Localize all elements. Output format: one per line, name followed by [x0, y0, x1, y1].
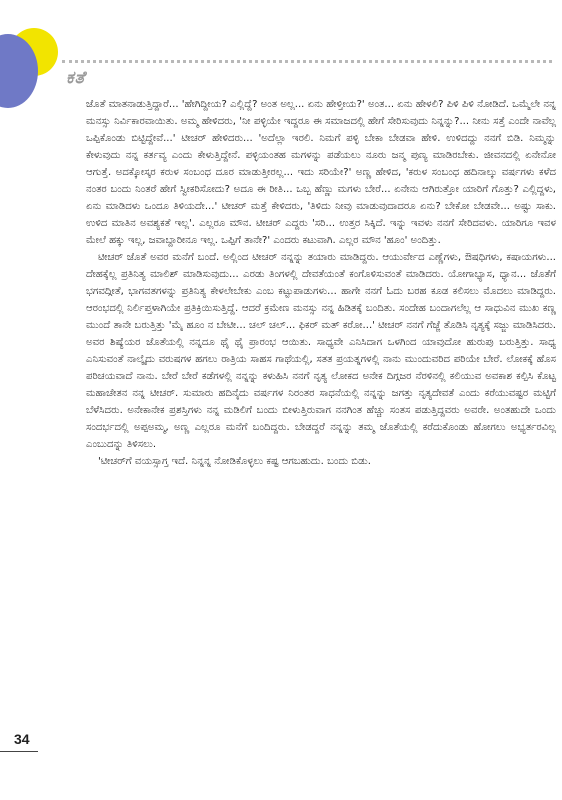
dotted-header-rule — [62, 60, 552, 63]
article-paragraph: 'ಟೀಚರ್‌ಗೆ ವಯಸ್ಸಾಗ್ತ ಇದೆ. ನಿನ್ನನ್ನ ನೋಡಿಕೊಳ್ಳಲು ಕಷ್ಟ ಆಗಬಹುದು. ಬಂದು ಬಿಡು. — [98, 456, 371, 467]
section-label: ಕತೆ — [66, 68, 86, 88]
article-paragraph: ಟೀಚರ್ ಜೊತೆ ಅವರ ಮನೆಗೆ ಬಂದೆ. ಅಲ್ಲಿಂದ ಟೀಚರ್ ನನ್ನನ್ನು ತಯಾರು ಮಾಡಿದ್ದರು. ಆಯುರ್ವೇದ ಎಣ್ಣೆಗಳು, ಔಷಧಿಗಳು, ಕಷಾಯಗಳು... ದೇಹಕ್ಕೆಲ್ಲ ಪ್ರತಿನಿತ್ಯ ಮಾಲಿಶ್ ಮಾಡಿಸುವುದು... ಎರಡು ತಿಂಗಳಲ್ಲಿ ದೇವತೆಯಂತೆ ಕಂಗೊಳಿಸುವಂತೆ ಮಾಡಿದರು. ಯೋಗಾಭ್ಯಾಸ, ಧ್ಯಾನ... ಜೊತೆಗೆ ಭಗವದ್ಗೀತೆ, ಭಾಗವತಗಳನ್ನು ಪ್ರತಿನಿತ್ಯ ಕೇಳಲೇಬೇಕು ಎಂಬ ಕಟ್ಟುಪಾಡುಗಳು... ಹಾಗೇ ನನಗೆ ಓದು ಬರಹ ಕೂಡ ಕಲಿಸಲು ಮೊದಲು ಮಾಡಿದ್ದರು. ಆರಂಭದಲ್ಲಿ ನಿರ್ಲಿಪ್ತಳಾಗಿಯೇ ಪ್ರತಿಕ್ರಿಯಿಸುತ್ತಿದ್ದೆ. ಆದರೆ ಕ್ರಮೇಣ ಮನಸ್ಸು ನನ್ನ ಹಿಡಿತಕ್ಕೆ ಬಂದಿತು. ಸಂದೇಹ ಬಂದಾಗಲೆಲ್ಲ ಆ ಸಾಧುವಿನ ಮುಖ ಕಣ್ಣ ಮುಂದೆ ತಾನೇ ಬರುತ್ತಿತ್ತು 'ಮೈ ಹೂಂ ನ ಬೇಟೀ... ಚಲ್ ಚಲ್... ಫಿಕರ್ ಮತ್ ಕರೋ...' ಟೀಚರ್ ನನಗೆ ಗೆಜ್ಜೆ ತೊಡಿಸಿ ನೃತ್ಯಕ್ಕೆ ಸಜ್ಜು ಮಾಡಿಸಿದರು. ಅವರ ಶಿಷ್ಯೆಯರ ಜೊತೆಯಲ್ಲಿ ನನ್ನದೂ ಥೈ ಥೈ ಪ್ರಾರಂಭ ಆಯಿತು. ಸಾಧ್ಯವೇ ಎನಿಸಿದಾಗ ಒಳಗಿಂದ ಯಾವುದೋ ಹುರುಪು ಬರುತ್ತಿತ್ತು. ಸಾಧ್ಯ ಎನಿಸುವಂತೆ ನಾಲ್ಕೈದು ವರುಷಗಳ ಹಗಲು ರಾತ್ರಿಯ ಸಾಹಸ ಗಾಥೆಯಲ್ಲಿ, ಸತತ ಪ್ರಯತ್ನಗಳಲ್ಲಿ ನಾನು ಮುಂದುವರಿದ ಪರಿಯೇ ಬೇರೆ. ಲೋಕಕ್ಕೆ ಹೊಸ ಪರಿಚಯವಾದೆ ನಾನು. ಬೇರೆ ಬೇರೆ ಕಡೆಗಳಲ್ಲಿ ನನ್ನನ್ನು ಕಳುಹಿಸಿ ನನಗೆ ನೃತ್ಯ ಲೋಕದ ಅನೇಕ ದಿಗ್ಗಜರ ನೆರಳಿನಲ್ಲಿ ಕಲಿಯುವ ಅವಕಾಶ ಕಲ್ಪಿಸಿ ಕೊಟ್ಟ ಮಹಾಚೇತನ ನನ್ನ ಟೀಚರ್. ಸುಮಾರು ಹದಿನೈದು ವರ್ಷಗಳ ನಿರಂತರ ಸಾಧನೆಯಲ್ಲಿ ನನ್ನನ್ನು ಜಗತ್ತು ನೃತ್ಯದೇವತೆ ಎಂದು ಕರೆಯುವಷ್ಟರ ಮಟ್ಟಿಗೆ ಬೆಳೆಸಿದರು. ಅನೇಕಾನೇಕ ಪ್ರಶಸ್ತಿಗಳು ನನ್ನ ಮಡಿಲಿಗೆ ಬಂದು ಬೀಳುತ್ತಿರುವಾಗ ನನಗಿಂತ ಹೆಚ್ಚು ಸಂತಸ ಪಡುತ್ತಿದ್ದವರು ಅವರೇ. ಅಂತಹುದೇ ಒಂದು ಸಂದರ್ಭದಲ್ಲಿ ಅಪ್ಪಅಮ್ಮ, ಅಣ್ಣ ಎಲ್ಲರೂ ಮನೆಗೆ ಬಂದಿದ್ದರು. ಬೇಡದ್ದರೆ ನನ್ನನ್ನು ತಮ್ಮ ಜೊತೆಯಲ್ಲಿ ಕರೆದುಕೊಂಡು ಹೋಗಲು ಅಭ್ಯರ್ತರವಿಲ್ಲ ಎಂಬುದನ್ನು ತಿಳಿಸಲು. — [86, 252, 556, 450]
article-paragraph: ಜೊತೆ ಮಾತನಾಡುತ್ತಿದ್ದಾರೆ... 'ಹೇಗಿದ್ದೀಯ? ಎಲ್ಲಿದ್ದೆ? ಅಂತ ಅಲ್ಲ... ಏನು ಹೇಳ್ತೀಯ?' ಅಂತ... ಏನು ಹೇಳಲಿ? ಪಿಳಿ ಪಿಳಿ ನೋಡಿದೆ. ಒಮ್ಮೆಲೇ ನನ್ನ ಮನಸ್ಸು ನಿರ್ವಿಕಾರವಾಯಿತು. ಅಮ್ಮ ಹೇಳಿದರು, 'ನೀ ಪಳ್ಳಿಯೇ ಇದ್ದರೂ ಈ ಸಮಾಜದಲ್ಲಿ ಹೇಗೆ ಸೇರಿಸುವುದು ನಿನ್ನನ್ನು?... ನೀನು ಸತ್ತೆ ಎಂದೇ ನಾವೆಲ್ಲ ಒಪ್ಪಿಕೊಂಡು ಬಿಟ್ಟಿದ್ದೇವೆ...' ಟೀಚರ್ ಹೇಳಿದರು... 'ಅದೆಲ್ಲಾ ಇರಲಿ. ನಿಮಗೆ ಪಳ್ಳಿ ಬೇಕಾ ಬೇಡವಾ ಹೇಳಿ. ಉಳಿದದ್ದು ನನಗೆ ಬಿಡಿ. ನಿಮ್ಮನ್ನು ಕೇಳುವುದು ನನ್ನ ಕರ್ತವ್ಯ ಎಂದು ಕೇಳುತ್ತಿದ್ದೇನೆ. ಪಳ್ಳಿಯಂತಹ ಮಗಳನ್ನು ಪಡೆಯಲು ನೂರು ಜನ್ಮ ಪುಣ್ಯ ಮಾಡಿರಬೇಕು. ಜೀವನದಲ್ಲಿ ಏನೇನೋ ಆಗುತ್ತೆ. ಅದಕ್ಕೋಸ್ಕರ ಕರುಳ ಸಂಬಂಧ ದೂರ ಮಾಡುತ್ತೀರಲ್ಲ... ಇದು ಸರಿಯೇ?' ಅಣ್ಣ ಹೇಳಿದ, 'ಕರುಳ ಸಂಬಂಧ ಹದಿನಾಲ್ಕು ವರ್ಷಗಳು ಕಳೆದ ನಂತರ ಬಂದು ನಿಂತರೆ ಹೇಗೆ ಸ್ವೀಕರಿಸೋದು? ಅದೂ ಈ ರೀತಿ... ಒಬ್ಬ ಹೆಣ್ಣು ಮಗಳು ಬೇರೆ... ಏನೇನು ಆಗಿರುತ್ತೋ ಯಾರಿಗೆ ಗೊತ್ತು? ಎಲ್ಲಿದ್ದಳು, ಏನು ಮಾಡಿದಳು ಒಂದೂ ತಿಳಿಯದೇ...' ಟೀಚರ್ ಮತ್ತೆ ಕೇಳಿದರು, 'ತಿಳಿದು ನೀವು ಮಾಡುವುದಾದರೂ ಏನು? ಬೇಕೋ ಬೇಡವೇ... ಅಷ್ಟು ಸಾಕು. ಉಳಿದ ಮಾತಿನ ಅವಶ್ಯಕತೆ ಇಲ್ಲ'. ಎಲ್ಲರೂ ಮೌನ. ಟೀಚರ್ ಎದ್ದರು 'ಸರಿ... ಉತ್ತರ ಸಿಕ್ಕಿದೆ. ಇನ್ನು ಇವಳು ನನಗೆ ಸೇರಿದವಳು. ಯಾರಿಗೂ ಇವಳ ಮೇಲೆ ಹಕ್ಕು ಇಲ್ಲ, ಜವಾಬ್ದಾರೀನೂ ಇಲ್ಲ. ಒಪ್ಪಿಗೆ ತಾನೇ?' ಎಂದರು ಕಟುವಾಗಿ. ಎಲ್ಲರ ಮೌನ 'ಹೂಂ' ಅಂದಿತ್ತು. — [86, 99, 556, 246]
footer-rule — [0, 751, 38, 752]
page-number: 34 — [14, 731, 30, 747]
article-body — [86, 96, 556, 470]
